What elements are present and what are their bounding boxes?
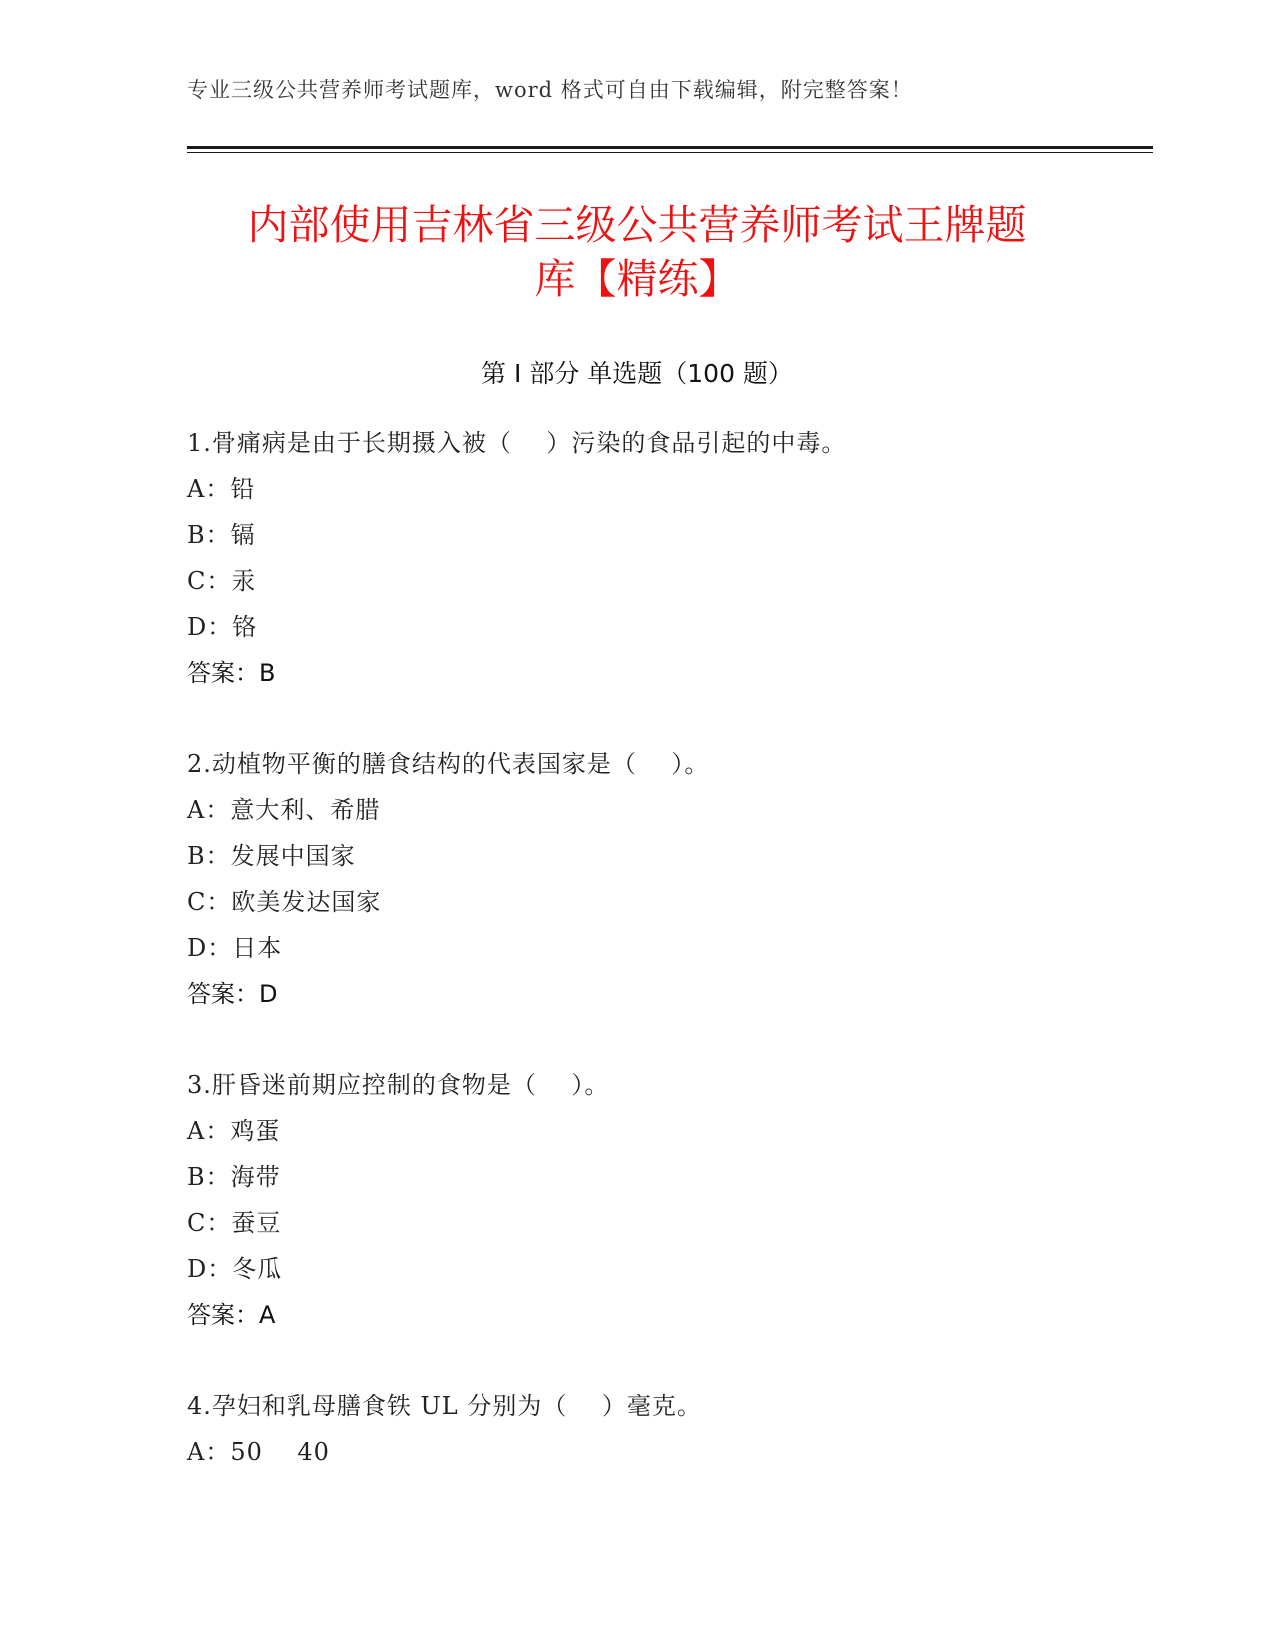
question-stem: 3.肝昏迷前期应控制的食物是（ ）。 bbox=[187, 1071, 610, 1099]
document-title bbox=[187, 198, 1087, 306]
option-d: D：铬 bbox=[187, 613, 258, 641]
option-c: C：蚕豆 bbox=[187, 1209, 282, 1237]
question-2 bbox=[187, 741, 1187, 1017]
option-c: C：汞 bbox=[187, 567, 257, 595]
question-1 bbox=[187, 420, 1187, 696]
option-c: C：欧美发达国家 bbox=[187, 888, 382, 916]
page-header: 专业三级公共营养师考试题库，word 格式可自由下载编辑，附完整答案！ bbox=[187, 78, 913, 102]
question-stem: 4.孕妇和乳母膳食铁 UL 分别为（ ）毫克。 bbox=[187, 1392, 702, 1420]
option-a: A：鸡蛋 bbox=[187, 1117, 281, 1145]
option-a: A：50 40 bbox=[187, 1438, 330, 1466]
option-b: B：发展中国家 bbox=[187, 842, 356, 870]
question-stem: 2.动植物平衡的膳食结构的代表国家是（ ）。 bbox=[187, 750, 710, 778]
document-title-line-1: 内部使用吉林省三级公共营养师考试王牌题 bbox=[247, 201, 1027, 249]
option-b: B：镉 bbox=[187, 521, 256, 549]
question-3 bbox=[187, 1062, 1187, 1338]
answer: 答案：D bbox=[187, 980, 278, 1008]
option-d: D：冬瓜 bbox=[187, 1255, 283, 1283]
header-rule-thick bbox=[187, 146, 1153, 149]
option-a: A：铅 bbox=[187, 475, 256, 503]
answer: 答案：A bbox=[187, 1301, 276, 1329]
answer: 答案：B bbox=[187, 659, 276, 687]
option-b: B：海带 bbox=[187, 1163, 281, 1191]
section-title: 第 I 部分 单选题（100 题） bbox=[481, 359, 793, 388]
question-stem: 1.骨痛病是由于长期摄入被（ ）污染的食品引起的中毒。 bbox=[187, 429, 847, 457]
option-a: A：意大利、希腊 bbox=[187, 796, 381, 824]
option-d: D：日本 bbox=[187, 934, 283, 962]
header-rule-thin bbox=[187, 152, 1153, 153]
document-title-line-2: 库【精练】 bbox=[534, 255, 740, 303]
question-4 bbox=[187, 1383, 1187, 1475]
